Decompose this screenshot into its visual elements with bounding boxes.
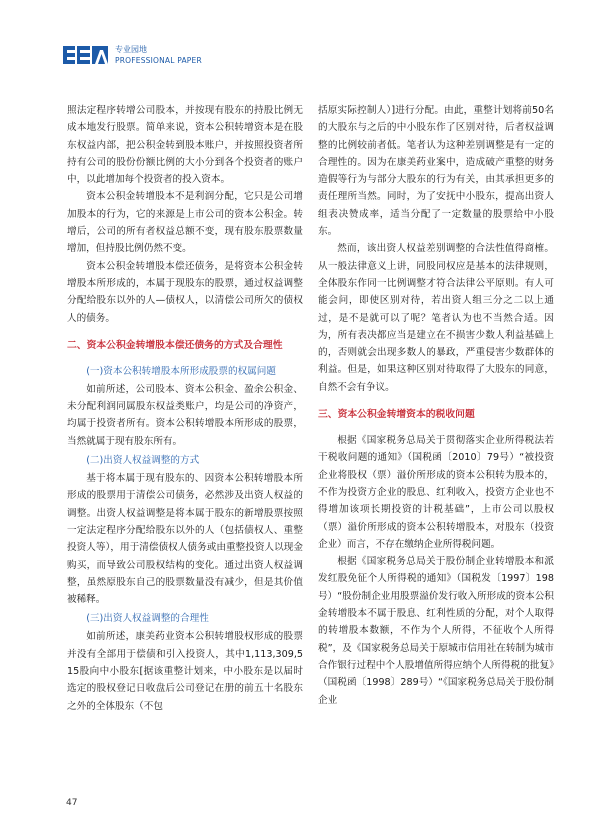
- paragraph: 照法定程序转增公司股本，并按现有股东的持股比例无成本地发行股票。简单来说，资本公积转增资本是在股东权益内部，把公积金转到股本账户，并按照投资者所持有公司的股份份额比例的大小分到各个投资者的账户中，以此增加每个投资者的投入资本。: [67, 105, 303, 186]
- brand-cn: 专业园地: [115, 45, 147, 54]
- paragraph: 然而，该出资人权益差别调整的合法性值得商榷。从一般法律意义上讲，同股同权应是基本的法律规则，全体股东作同一比例调整才符合法律公平原则。有人可能会问，即使区别对待，若出资人组三分之二以上通过，是不是就可以了呢？笔者认为也不当然合适。因为，所有表决都应当是建立在不损害少数人利益基础上的，否则就会出现多数人的暴政，严重侵害少数群体的利益。但是，如果这种区别对待取得了大股东的同意，自然不会有争议。: [318, 243, 554, 393]
- subsection-heading: (一)资本公积转增股本所形成股票的权属问题: [86, 365, 276, 377]
- left-column: [67, 102, 303, 715]
- paragraph: 资本公积金转增股本偿还债务，是将资本公积金转增股本所形成的，本属于现股东的股票，通过权益调整分配给股东以外的人—债权人，以清偿公司所欠的债权人的债务。: [67, 260, 303, 324]
- paragraph: 基于将本属于现有股东的、因资本公积转增股本所形成的股票用于清偿公司债务，必然涉及出资人权益的调整。出资人权益调整是将本属于股东的新增股票按照一定法定程序分配给股东以外的人（包括债权人、重整投资人等），用于清偿债权人债务或由重整投资人以现金购买，而导致公司股权结构的变化。通过出资人权益调整，虽然原股东自己的股票数量没有减少，但是其价值被稀释。: [67, 473, 303, 606]
- brand-en: PROFESSIONAL PAPER: [115, 56, 202, 65]
- page-number: 47: [66, 798, 78, 808]
- paragraph: 括原实际控制人）]进行分配。由此，重整计划将前50名的大股东与之后的中小股东作了区别对待，后者权益调整的比例较前者低。笔者认为这种差别调整是有一定的合理性的。因为在康美药业案中，造成破产重整的财务造假等行为与部分大股东的行为有关，由其承担更多的责任理所当然。同时，为了安抚中小股东，提高出资人组表决赞成率，适当分配了一定数量的股票给中小股东。: [318, 105, 554, 238]
- page-header: [63, 43, 263, 67]
- paragraph: 根据《国家税务总局关于股份制企业转增股本和派发红股免征个人所得税的通知》（国税发〔1997〕198号）“股份制企业用股票溢价发行收入所形成的资本公积金转增股本不属于股息、红利性质的分配，对个人取得的转增股本数额，不作为个人所得，不征收个人所得税”，及《国家税务总局关于原城市信用社在转制为城市合作银行过程中个人股增值所得应纳个人所得税的批复》（国税函〔1998〕289号）“《国家税务总局关于股份制企业: [318, 556, 554, 706]
- section-heading: 二、资本公积金转增股本偿还债务的方式及合理性: [67, 339, 283, 351]
- brand-text: [115, 44, 202, 66]
- paragraph: 如前所述，公司股本、资本公积金、盈余公积金、未分配利润同属股东权益类账户，均是公司的净资产，均属于投资者所有。资本公积转增股本所形成的股票，当然就属于现有股东所有。: [67, 383, 303, 447]
- section-heading: 三、资本公积金转增资本的税收问题: [318, 409, 475, 421]
- magazine-logo-icon: [63, 43, 109, 67]
- paragraph: 根据《国家税务总局关于贯彻落实企业所得税法若干税收问题的通知》（国税函〔2010〕79号）“被投资企业将股权（票）溢价所形成的资本公积转为股本的，不作为投资方企业的股息、红利收入，投资方企业也不得增加该项长期投资的计税基础”，上市公司以股权（票）溢价所形成的资本公积转增股本，对股东（投资企业）而言，不存在缴纳企业所得税问题。: [318, 435, 554, 550]
- paragraph: 如前所述，康美药业资本公积转增股权形成的股票并没有全部用于偿债和引入投资人，其中1,113,309,515股向中小股东[据该重整计划来，中小股东是以届时选定的股权登记日收盘后公司登记在册的前五十名股东之外的全体股东（不包: [67, 631, 303, 712]
- paragraph: 资本公积金转增股本不是利润分配，它只是公司增加股本的行为，它的来源是上市公司的资本公积金。转增后，公司的所有者权益总额不变，现有股东股票数量增加，但持股比例仍然不变。: [67, 191, 303, 255]
- subsection-heading: (二)出资人权益调整的方式: [86, 455, 200, 467]
- subsection-heading: (三)出资人权益调整的合理性: [86, 613, 209, 625]
- right-column: [318, 102, 554, 709]
